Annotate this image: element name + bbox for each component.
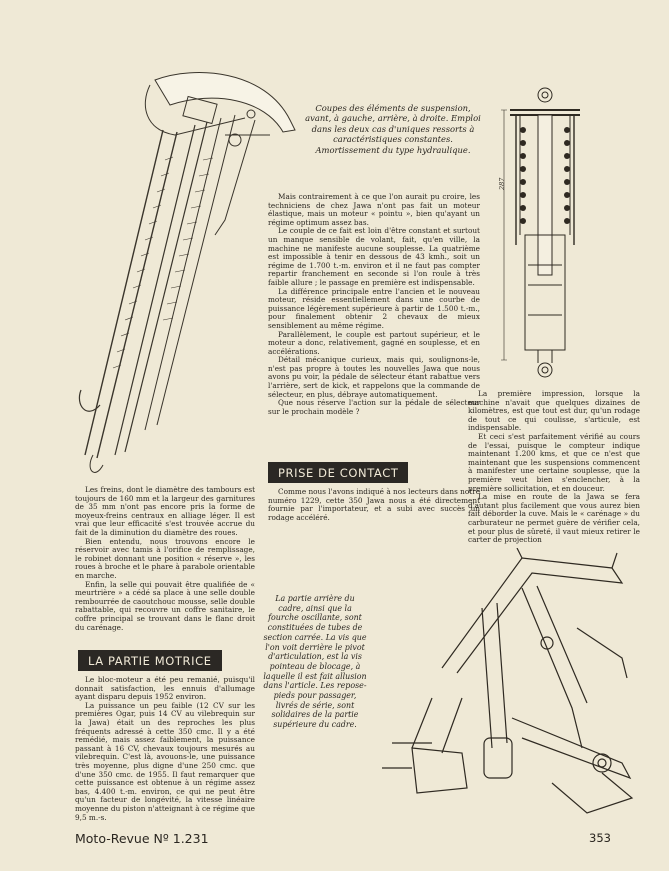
paragraph: La puissance un peu faible (12 CV sur les premières Ogar, puis 14 CV au vilebrequin sur la Jawa) était un des reproches les plus fréquents adressé à cette 350 cmc. Il y a été remédié, mais assez faiblement, la puissance passant à 16 CV, chevaux toujours mesurés au vilebrequin. C'est là, avouons-le, une puissance très moyenne, plus digne d'une 250 cmc. que d'une 350 cmc. de 1955. Il faut remarquer que cette puissance est obtenue à un régime assez bas, 4.400 t.-m. environ, ce qui ne peut être qu'un facteur de longévité, la vitesse linéaire moyenne du piston n'atteignant à ce régime que 9,5 m.-s. bbox=[75, 700, 255, 822]
section-heading-partie-motrice: LA PARTIE MOTRICE bbox=[78, 650, 222, 671]
paragraph: Mais contrairement à ce que l'on aurait pu croire, les techniciens de chez Jawa n'ont pas fait un moteur élastique, mais un moteur « pointu », bien qu'ayant un régime optimum assez bas. bbox=[268, 192, 480, 227]
right-column-top bbox=[468, 390, 640, 545]
paragraph: Que nous réserve l'action sur la pédale de sélecteur sur le prochain modèle ? bbox=[268, 398, 480, 416]
paragraph: La première impression, lorsque la machine n'avait que quelques dizaines de kilomètres, est que tout est dur, qu'un rodage de tout ce qui coulisse, s'articule, est indispensable. bbox=[468, 389, 640, 433]
dimension-label: 287 bbox=[498, 177, 506, 190]
paragraph: Parallèlement, le couple est partout supérieur, et le moteur a donc, relativement, gagné en souplesse, et en accélérations. bbox=[268, 329, 480, 356]
suspension-caption: Coupes des éléments de suspension, avant, à gauche, arrière, à droite. Emploi dans les deux cas d'uniques ressorts à caractéristiques constantes. Amortissement du type hydraulique. bbox=[305, 103, 481, 155]
page-number: 353 bbox=[589, 831, 611, 845]
left-column-bottom bbox=[75, 676, 255, 822]
paragraph: Le couple de ce fait est loin d'être constant et surtout un manque sensible de volant, fait, qu'en ville, la machine ne manifeste aucune souplesse. La quatrième est impossible à tenir en dessous de 43 kmh., soit un régime de 1.700 t.-m. environ et il ne faut pas compter repartir franchement en seconde si l'on roule à très faible allure ; le passage en première est indispensable. bbox=[268, 226, 480, 287]
paragraph: Bien entendu, nous trouvons encore le réservoir avec tamis à l'orifice de remplissage, le robinet donnant une position « réserve », les roues à broche et le phare à parabole orientable en marche. bbox=[75, 536, 255, 580]
paragraph: Comme nous l'avons indiqué à nos lecteurs dans notre numéro 1229, cette 350 Jawa nous a été directement fournie par l'importateur, et a subi avec succès un rodage accéléré. bbox=[268, 487, 481, 522]
paragraph: Les freins, dont le diamètre des tambours est toujours de 160 mm et la largeur des garnitures de 35 mm n'ont pas encore pris la forme de moyeux-freins centraux en alliage léger. Il est vrai que leur efficacité s'est trouvée accrue du fait de la diminution du diamètre des roues. bbox=[75, 485, 255, 537]
rear-frame-illustration bbox=[372, 548, 642, 828]
frame-caption: La partie arrière du cadre, ainsi que la fourche oscillante, sont constituées de tubes de section carrée. La vis que l'on voit derrière le pivot d'articulation, est la vis pointeau de blocage, à laquelle il est fait allusion dans l'article. Les repose-pieds pour passager, livrés de série, sont solidaires de la partie supérieure du cadre. bbox=[263, 594, 367, 730]
section-heading-prise-de-contact: PRISE DE CONTACT bbox=[268, 462, 408, 483]
magazine-footer: Moto-Revue Nº 1.231 bbox=[75, 831, 209, 846]
rear-shock-illustration bbox=[500, 85, 590, 385]
paragraph: Et ceci s'est parfaitement vérifié au cours de l'essai, puisque le compteur indique maintenant 1.200 kms, et que ce n'est que maintenant que les suspensions commencent à manifester une certaine souplesse, que la première veut bien s'enclencher, à la première sollicitation, et en douceur. bbox=[468, 431, 640, 493]
paragraph: La mise en route de la Jawa se fera d'autant plus facilement que vous aurez bien fait déborder la cuve. Mais le « carénage » du carburateur ne permet guère de vérifier cela, et pour plus de sûreté, il vaut mieux retirer le carter de projection bbox=[468, 492, 640, 545]
paragraph: Le bloc-moteur a été peu remanié, puisqu'il donnait satisfaction, les ennuis d'allumage ayant disparu depuis 1952 environ. bbox=[75, 675, 255, 702]
center-column-prise bbox=[268, 488, 480, 522]
center-column-top bbox=[268, 193, 480, 416]
left-column-middle bbox=[75, 486, 255, 632]
paragraph: Enfin, la selle qui pouvait être qualifiée de « meurtrière » a cédé sa place à une selle double rembourrée de caoutchouc mousse, selle double rabattable, qui recouvre un coffre sanitaire, le coffre principal se trouvant dans le flanc droit du carénage. bbox=[75, 579, 255, 632]
paragraph: La différence principale entre l'ancien et le nouveau moteur, réside essentiellement dans une courbe de puissance légèrement supérieure à partir de 1.500 t.-m., pour finalement obtenir 2 chevaux de mieux sensiblement au même régime. bbox=[268, 286, 480, 330]
paragraph: Détail mécanique curieux, mais qui, soulignons-le, n'est pas propre à toutes les nouvelles Jawa que nous avons pu voir, la pédale de sélecteur étant rabattue vers l'arrière, sert de kick, et rappelons que la commande de sélecteur, en plus, débraye automatiquement. bbox=[268, 355, 480, 399]
